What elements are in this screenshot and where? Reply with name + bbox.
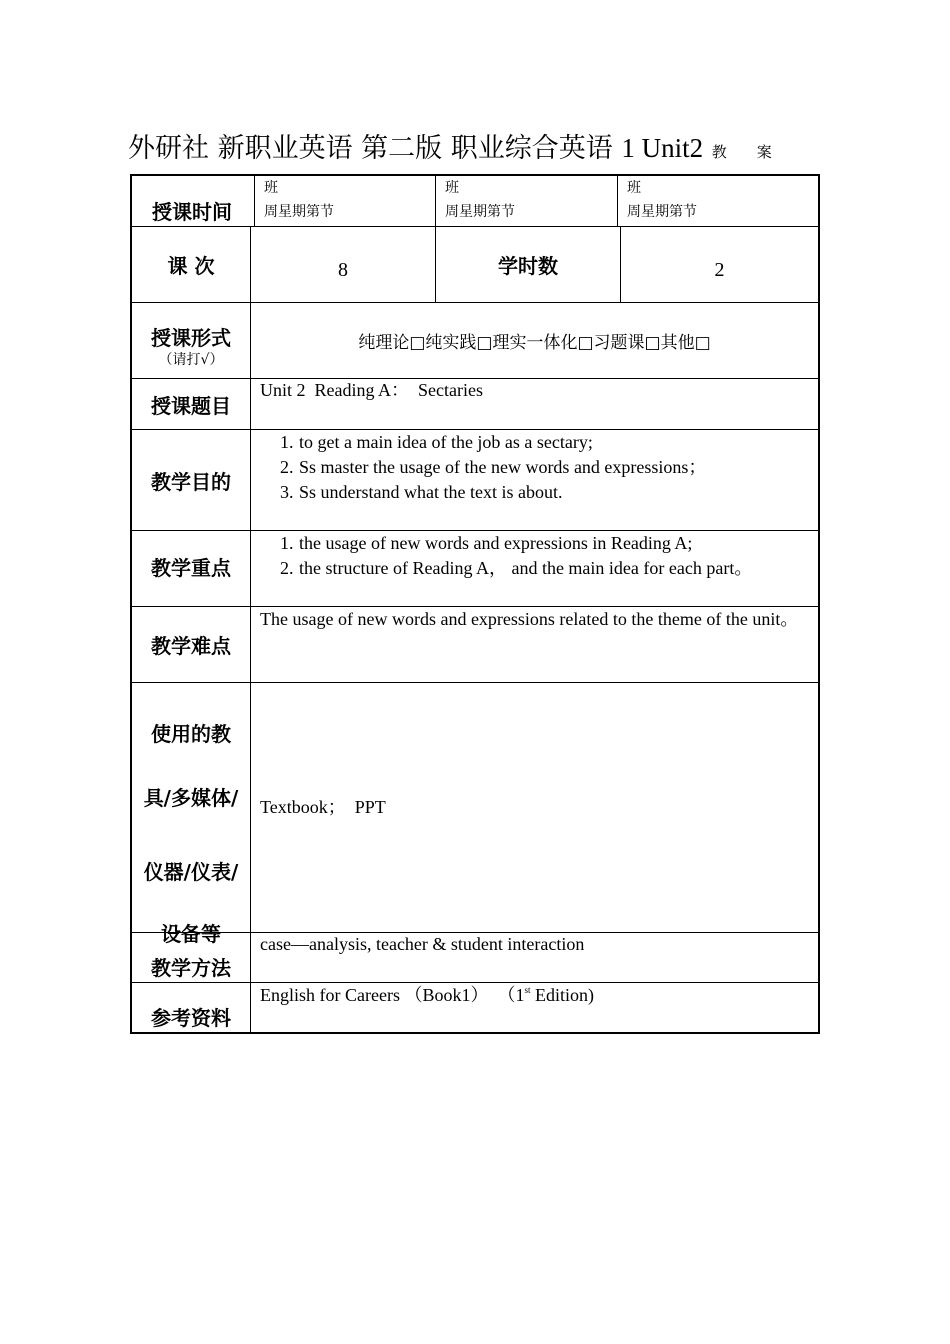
references-label: 参考资料 bbox=[151, 1006, 231, 1030]
document-title bbox=[128, 128, 772, 172]
hours-value: 2 bbox=[714, 259, 725, 281]
key-points-label: 教学重点 bbox=[151, 556, 231, 580]
difficulties-label: 教学难点 bbox=[151, 634, 231, 658]
topic-value: Unit 2 Reading A： Sectaries bbox=[260, 380, 483, 400]
form-label-cell bbox=[132, 303, 250, 378]
time-slot-2 bbox=[445, 176, 615, 226]
tools-label-line-1: 使用的教 bbox=[151, 722, 231, 746]
tools-label-line-2: 具/多媒体/ bbox=[143, 786, 239, 810]
objectives-label: 教学目的 bbox=[151, 469, 231, 494]
key-point-item-1: 1. the usage of new words and expressions in Reading A; bbox=[298, 531, 818, 556]
tools-value: Textbook； PPT bbox=[260, 797, 386, 817]
tools-label-line-4: 设备等 bbox=[161, 922, 221, 946]
references-suffix: Edition) bbox=[530, 985, 594, 1005]
objectives-list bbox=[251, 430, 818, 530]
form-note: （请打√） bbox=[158, 352, 224, 368]
time-slot-1 bbox=[264, 176, 434, 226]
topic-label: 授课题目 bbox=[151, 393, 231, 418]
title-suffix-teach: 教 bbox=[711, 143, 727, 161]
objective-item-3: 3. Ss understand what the text is about. bbox=[298, 480, 818, 505]
methods-label: 教学方法 bbox=[151, 956, 231, 980]
references-value bbox=[260, 983, 810, 1032]
time-slot-3-class: 班 bbox=[627, 180, 641, 196]
objective-item-1: 1. to get a main idea of the job as a sectary; bbox=[298, 430, 818, 455]
references-sup: st bbox=[524, 985, 531, 995]
time-slot-2-week: 周星期第节 bbox=[445, 204, 515, 220]
session-label: 课 次 bbox=[167, 254, 215, 278]
session-value: 8 bbox=[338, 259, 348, 281]
title-main: 外研社 新职业英语 第二版 职业综合英语 bbox=[128, 133, 613, 164]
form-options: 纯理论□纯实践□理实一体化□习题课□其他□ bbox=[358, 333, 711, 353]
lesson-plan-table bbox=[130, 174, 820, 1034]
time-slot-3 bbox=[627, 176, 812, 226]
hours-label: 学时数 bbox=[498, 254, 558, 278]
key-points-list bbox=[251, 531, 818, 606]
methods-value: case—analysis, teacher & student interaction bbox=[260, 934, 585, 954]
references-prefix: English for Careers （Book1） （1 bbox=[260, 985, 525, 1005]
time-slot-1-class: 班 bbox=[264, 180, 278, 196]
title-suffix-plan: 案 bbox=[756, 143, 772, 161]
time-slot-2-class: 班 bbox=[445, 180, 459, 196]
form-label: 授课形式 bbox=[151, 326, 231, 350]
key-point-item-2: 2. the structure of Reading A， and the main idea for each part。 bbox=[298, 556, 818, 581]
difficulties-value: The usage of new words and expressions related to the theme of the unit。 bbox=[260, 609, 799, 629]
tools-label bbox=[132, 683, 250, 946]
time-slot-3-week: 周星期第节 bbox=[627, 204, 697, 220]
objective-item-2: 2. Ss master the usage of the new words and expressions； bbox=[298, 455, 818, 480]
time-label: 授课时间 bbox=[152, 200, 232, 224]
time-slot-1-week: 周星期第节 bbox=[264, 204, 334, 220]
tools-label-line-3: 仪器/仪表/ bbox=[143, 860, 239, 884]
title-number: 1 Unit2 bbox=[621, 133, 704, 163]
